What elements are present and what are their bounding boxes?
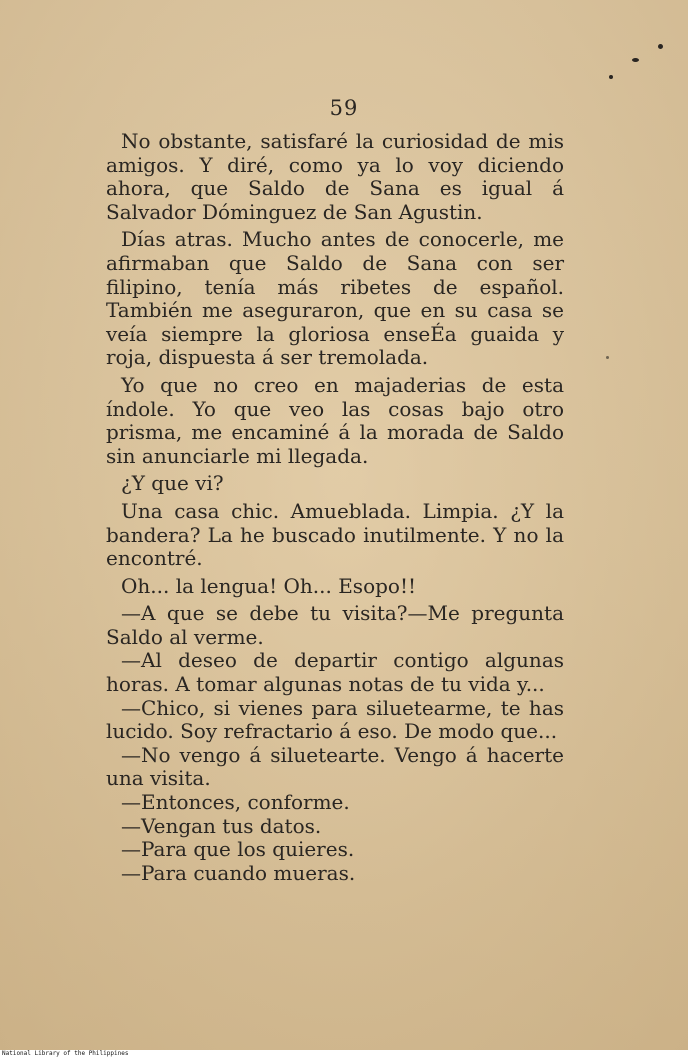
ink-speck (632, 58, 639, 62)
dialogue-line-3: —Chico, si vienes para siluetearme, te has lucido. Soy refractario á eso. De modo que... (106, 695, 564, 744)
ink-speck (609, 75, 613, 79)
paragraph-5: Una casa chic. Amueblada. Limpia. ¿Y la bandera? La he buscado inutilmente. Y no la encontré. (106, 498, 564, 571)
paragraph-4: ¿Y que vi? (121, 471, 224, 496)
paragraph-1: No obstante, satisfaré la curiosidad de mis amigos. Y diré, como ya lo voy diciendo ahora, que Saldo de Sana es igual á Salvador Dóminguez de San Agustin. (106, 129, 564, 224)
dialogue-line-6: —Vengan tus datos. (121, 813, 322, 838)
page-number: 59 (329, 96, 359, 120)
paragraph-3: Yo que no creo en majaderias de esta índole. Yo que veo las cosas bajo otro prisma, me encaminé á la morada de Saldo sin anunciarle mi llegada. (106, 372, 564, 468)
dialogue-line-2: —Al deseo de departir contigo algunas horas. A tomar algunas notas de tu vida y... (106, 648, 564, 697)
paragraph-2: Días atras. Mucho antes de conocerle, me afirmaban que Saldo de Sana con ser filipino, tenía más ribetes de español. También me aseguraron, que en su casa se veía siempre la gloriosa enseÉa guaida y roja, dispuesta á ser tremolada. (106, 227, 564, 370)
ink-speck (658, 44, 663, 49)
dialogue-line-8: —Para cuando mueras. (121, 860, 356, 885)
footer-strip (0, 1050, 688, 1058)
dialogue-line-7: —Para que los quieres. (121, 837, 355, 862)
body-text (106, 130, 564, 885)
dialogue-line-1: —A que se debe tu visita?—Me pregunta Saldo al verme. (106, 601, 564, 649)
dialogue-line-5: —Entonces, conforme. (121, 790, 350, 815)
paragraph-6: Oh... la lengua! Oh... Esopo!! (121, 573, 417, 598)
ink-speck (606, 356, 609, 359)
footer-credit: National Library of the Philippines (2, 1050, 129, 1057)
dialogue-line-4: —No vengo á siluetearte. Vengo á hacerte una visita. (106, 742, 564, 791)
